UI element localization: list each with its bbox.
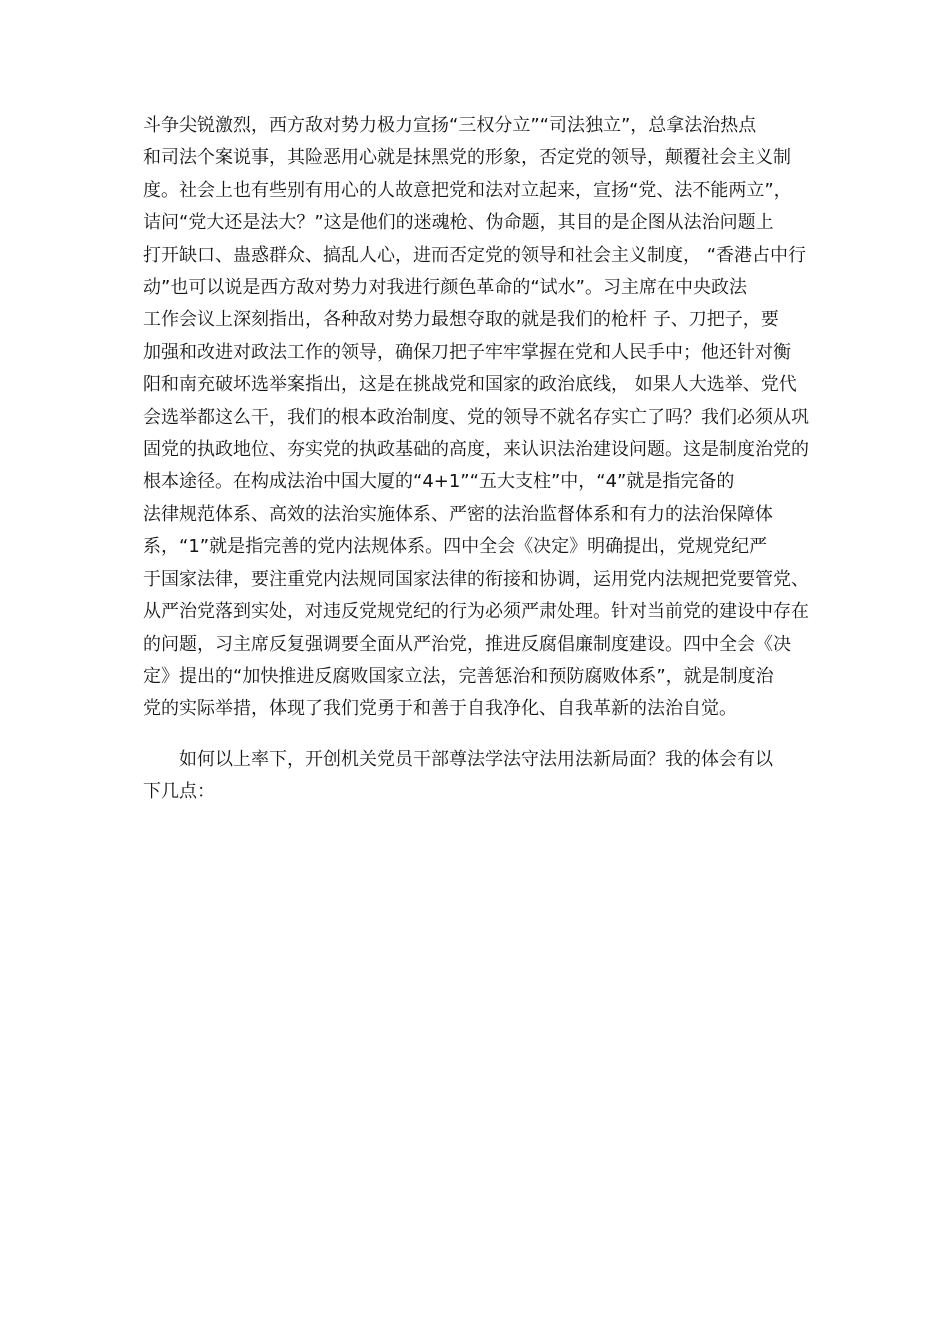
text-line: 于国家法律，要注重党内法规同国家法律的衔接和协调，运用党内法规把党要管党、 — [143, 568, 809, 590]
text-line: 阳和南充破坏选举案指出，这是在挑战党和国家的政治底线， 如果人大选举、党代 — [143, 374, 797, 396]
text-line: 如何以上率下，开创机关党员干部尊法学法守法用法新局面？我的体会有以 — [179, 748, 773, 770]
text-line: 加强和改进对政法工作的领导，确保刀把子牢牢掌握在党和人民手中；他还针对衡 — [143, 341, 791, 363]
paragraph-1 — [143, 110, 818, 726]
paragraph-spacer — [143, 726, 818, 744]
text-line: 工作会议上深刻指出，各种敌对势力最想夺取的就是我们的枪杆 子、刀把子，要 — [143, 309, 779, 331]
text-line: 从严治党落到实处，对违反党规党纪的行为必须严肃处理。针对当前党的建设中存在 — [143, 601, 809, 623]
paragraph-2 — [143, 744, 818, 809]
text-line: 和司法个案说事，其险恶用心就是抹黑党的形象，否定党的领导，颠覆社会主义制 — [143, 147, 791, 169]
text-line: 定》提出的“加快推进反腐败国家立法，完善惩治和预防腐败体系”，就是制度治 — [143, 665, 774, 687]
text-line: 下几点： — [143, 781, 215, 803]
document-body — [143, 110, 818, 809]
text-line: 打开缺口、蛊惑群众、搞乱人心，进而否定党的领导和社会主义制度， “香港占中行 — [143, 244, 807, 266]
text-line: 系，“1”就是指完善的党内法规体系。四中全会《决定》明确提出，党规党纪严 — [143, 536, 768, 558]
text-line: 会选举都这么干，我们的根本政治制度、党的领导不就名存实亡了吗？我们必须从巩 — [143, 406, 809, 428]
text-line: 根本途径。在构成法治中国大厦的“4+1”“五大支柱”中，“4”就是指完备的 — [143, 471, 735, 493]
text-line: 法律规范体系、高效的法治实施体系、严密的法治监督体系和有力的法治保障体 — [143, 503, 773, 525]
text-line: 度。社会上也有些别有用心的人故意把党和法对立起来，宣扬“党、法不能两立”， — [143, 179, 792, 201]
text-line: 的问题，习主席反复强调要全面从严治党，推进反腐倡廉制度建设。四中全会《决 — [143, 633, 791, 655]
text-line: 党的实际举措，体现了我们党勇于和善于自我净化、自我革新的法治自觉。 — [143, 698, 737, 720]
text-line: 诘问“党大还是法大？”这是他们的迷魂枪、伪命题，其目的是企图从法治问题上 — [143, 212, 774, 234]
text-line: 固党的执政地位、夯实党的执政基础的高度，来认识法治建设问题。这是制度治党的 — [143, 439, 809, 461]
text-line: 斗争尖锐激烈，西方敌对势力极力宣扬“三权分立”“司法独立”，总拿法治热点 — [143, 115, 757, 136]
text-line: 动”也可以说是西方敌对势力对我进行颜色革命的“试水”。习主席在中央政法 — [143, 277, 747, 299]
